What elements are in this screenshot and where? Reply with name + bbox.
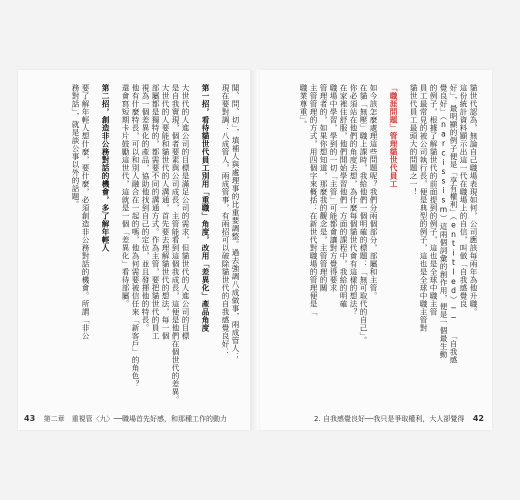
left-text-column: 要了解年輕人想什麼，要什麼，必須創造非公務對話的機會。所謂「非公: [81, 84, 90, 340]
left-page-text: [71, 84, 240, 404]
left-text-column: 大世代的人進公司的目標是滿足公司的需求，但貓世代的人進公司的目標: [181, 84, 190, 340]
right-text-column: 覺良好」（narcissism）這兩個詞彙的創作用，便是一個最生動: [439, 84, 448, 359]
right-text-column: 員工最常見的被公司執行長，便是典型的例子，這也是全球中職主管對: [419, 84, 428, 332]
left-text-column: 還會寫短期卡片鼓勵這世代，這就是一個「差異化」看待部屬。: [121, 84, 130, 308]
left-page: [18, 70, 250, 430]
left-text-column: 務對話」，就是談公事以外的話題。: [71, 84, 80, 209]
right-text-column: 主管管理的方式，用四個字來概括：在新世代對職場的管理便是「: [309, 84, 318, 316]
right-text-column: 這份統計資料顯示出這一代在職場上的自信，叫做「自我感覺良: [459, 84, 468, 308]
right-text-column: 貓世代員工最頭大的問題之一！: [409, 84, 418, 196]
left-text-column: 現在要對調：八成管人，兩成管事，有兩招可以破除貓世代的自我感覺良好：: [221, 84, 230, 356]
right-page-text: [299, 84, 478, 404]
left-text-column: [211, 84, 220, 404]
right-text-column: 在家裡住舒服，他們開始學習他們一方面的課程中，我給的明確: [339, 84, 348, 308]
left-running-head: 第二章 重視管〈九〉──職場首先好感，和那種工作的動力: [43, 415, 228, 423]
right-text-column: 好」，最明顯的例子便是「享有權利」（entitled）── 「自我感: [449, 84, 458, 364]
left-heading: 第二招，創造非公務對話的機會，多了解年輕人: [101, 84, 110, 252]
right-text-column: 職業尊重」。: [299, 84, 308, 129]
right-text-column: 管理者的，如果你想知道，那麼我的觀念是，主管管理的關: [319, 84, 328, 292]
left-heading: 第一招，看待貓世代員工別用「重職」角度，改用「差異化」產品角度: [201, 84, 210, 332]
right-text-column: 你必須站在他們的角度去想，為什麼每個貓世代會有這樣的想法？: [349, 84, 358, 316]
right-page-footer: [314, 414, 484, 424]
right-heading: 「職涯問題」管理貓世代員工: [389, 84, 398, 188]
left-text-column: [91, 84, 100, 404]
right-text-column: 貓世代認為，無論自己職場表現如何，公司應該每兩年為他升職。: [469, 84, 478, 316]
left-text-column: [191, 84, 200, 404]
right-text-column: 職場中學習，學到的一切「主管」可能都會讓對方覺得要求: [329, 84, 338, 292]
left-page-number: 43: [24, 414, 36, 423]
left-text-column: [111, 84, 120, 404]
left-text-column: 視為一個差異化的產品，協助他找到自己的定位，並且發揮他的特長。: [141, 84, 150, 332]
right-text-column: [379, 84, 388, 404]
left-text-column: 是自我實現，個者要素與公司成長，主管能看到這個我成長，這便是他們在個世代的差異。: [171, 84, 180, 404]
right-text-column: 如今該怎麼處理這些問題呢？我們分兩個部分，部屬和主管。: [369, 84, 378, 300]
left-text-column: 聞、問、切」，填補人與處理事的比重要調整。過去強調八成做事，兩成管人；: [231, 84, 240, 361]
left-text-column: 大世代的人要能和貓世代的人溝通，首先要去理解貓世代的想法，每一個: [161, 84, 170, 340]
left-text-column: 部屬都是獨特的，都需要不同的溝通方式。作為主管，要把貓世代的員工: [151, 84, 160, 340]
left-page-footer: [24, 414, 227, 424]
right-page: [260, 70, 492, 430]
right-page-number: 42: [472, 414, 484, 423]
left-text-column: 他有什麼特長，可以和別人融合在一起的嗎，他為何需要被信任來「新客戶」的角色？: [131, 84, 140, 388]
right-text-column: 在貓「無壓」職上課時，我給他們一個明確的標題：「無可取代的自己」。: [359, 84, 368, 345]
right-text-column: [399, 84, 408, 404]
right-text-column: 的例子，根據了解貓世代的前面提到的例子，這也是全球中職主管: [429, 84, 438, 316]
right-running-head: 2. 自我感覺良好──我只是爭取權利，大人卻覺得: [314, 415, 465, 423]
